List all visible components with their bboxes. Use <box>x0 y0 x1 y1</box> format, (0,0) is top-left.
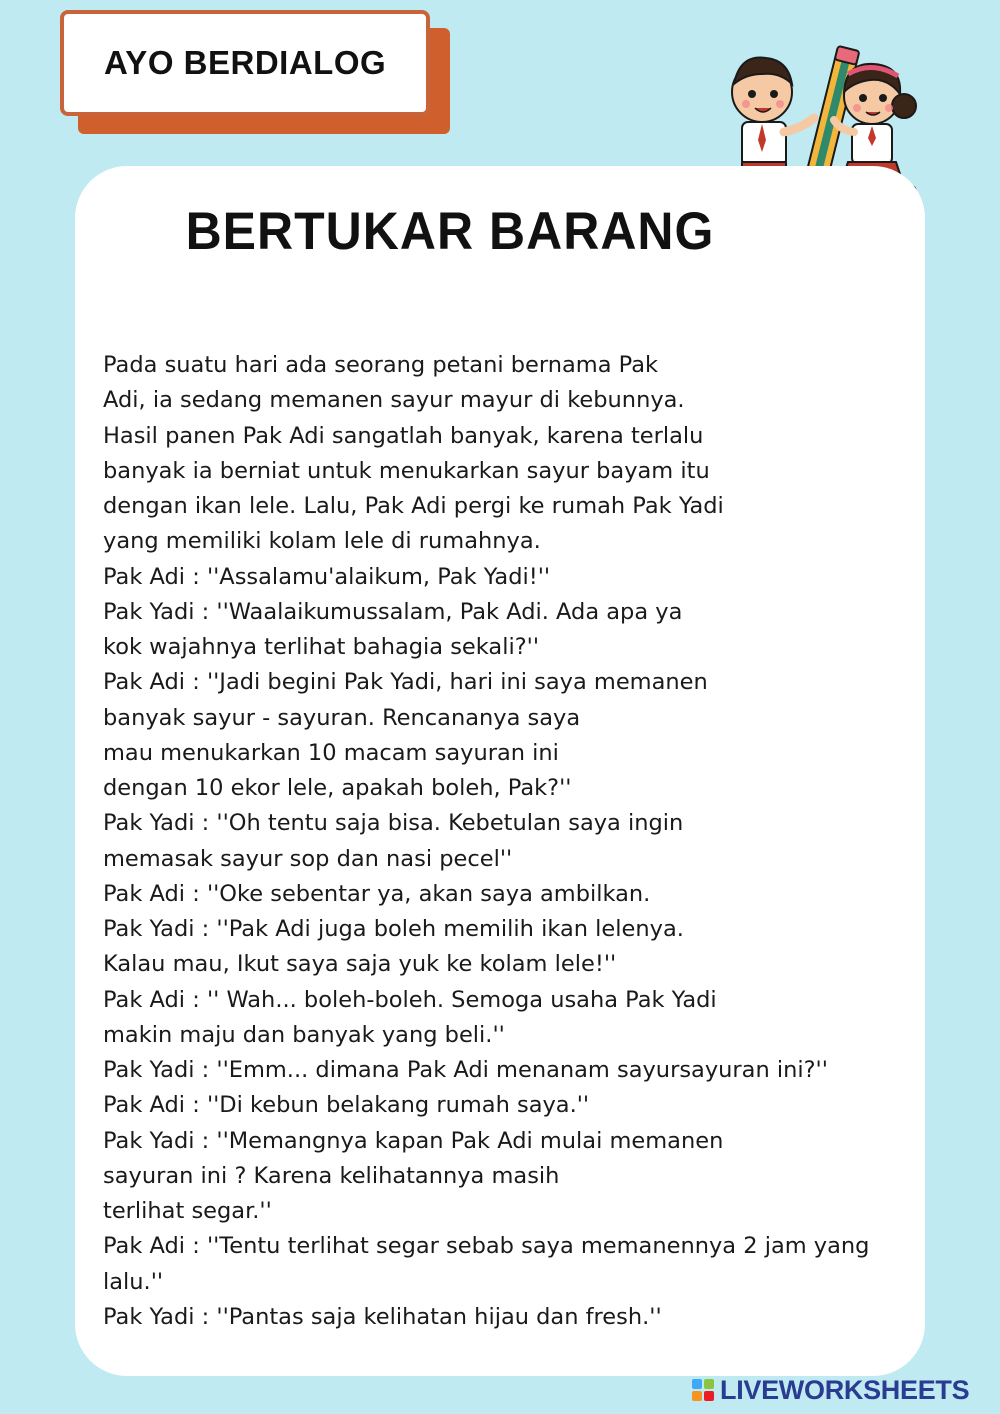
page-title: BERTUKAR BARANG <box>185 201 715 261</box>
dialog-line: Adi, ia sedang memanen sayur mayur di kebunnya. <box>103 387 685 414</box>
dialog-text <box>103 348 923 1335</box>
dialog-line: Pak Yadi : ''Pak Adi juga boleh memilih ikan lelenya. <box>103 916 684 942</box>
liveworksheets-logo-icon <box>692 1379 714 1401</box>
dialog-line: sayuran ini ? Karena kelihatannya masih <box>103 1162 560 1189</box>
header-label: AYO BERDIALOG <box>104 44 387 81</box>
brand-name: LIVEWORKSHEETS <box>720 1374 970 1405</box>
dialog-line: memasak sayur sop dan nasi pecel'' <box>103 845 513 872</box>
dialog-line: Pak Yadi : ''Emm... dimana Pak Adi menanam sayursayuran ini?'' <box>103 1057 828 1083</box>
dialog-line: kok wajahnya terlihat bahagia sekali?'' <box>103 634 540 660</box>
dialog-line: Pak Adi : ''Oke sebentar ya, akan saya ambilkan. <box>103 880 651 907</box>
dialog-line: dengan ikan lele. Lalu, Pak Adi pergi ke rumah Pak Yadi <box>103 493 724 519</box>
dialog-line: Pak Yadi : ''Memangnya kapan Pak Adi mulai memanen <box>103 1127 724 1154</box>
dialog-line: Pak Adi : ''Tentu terlihat segar sebab saya memanennya 2 jam yang <box>103 1233 870 1260</box>
dialog-line: makin maju dan banyak yang beli.'' <box>103 1021 505 1048</box>
dialog-line: Pak Adi : ''Di kebun belakang rumah saya.'' <box>103 1092 590 1119</box>
dialog-line: Pak Yadi : ''Pantas saja kelihatan hijau dan fresh.'' <box>103 1303 662 1330</box>
dialog-line: terlihat segar.'' <box>103 1198 272 1224</box>
dialog-line: lalu.'' <box>103 1268 164 1295</box>
dialog-line: Pak Adi : ''Assalamu'alaikum, Pak Yadi!'' <box>103 563 551 590</box>
dialog-line: Pak Adi : ''Jadi begini Pak Yadi, hari ini saya memanen <box>103 669 708 696</box>
dialog-line: mau menukarkan 10 macam sayuran ini <box>103 739 559 766</box>
dialog-line: yang memiliki kolam lele di rumahnya. <box>103 528 541 555</box>
liveworksheets-brand <box>692 1374 969 1406</box>
dialog-line: dengan 10 ekor lele, apakah boleh, Pak?'' <box>103 775 572 801</box>
dialog-line: Kalau mau, Ikut saya saja yuk ke kolam lele!'' <box>103 951 617 978</box>
dialog-line: Pak Adi : '' Wah... boleh-boleh. Semoga usaha Pak Yadi <box>103 986 717 1013</box>
dialog-line: Pak Yadi : ''Oh tentu saja bisa. Kebetulan saya ingin <box>103 810 684 837</box>
dialog-line: Hasil panen Pak Adi sangatlah banyak, karena terlalu <box>103 422 704 449</box>
dialog-line: banyak ia berniat untuk menukarkan sayur bayam itu <box>103 457 710 484</box>
dialog-line: Pak Yadi : ''Waalaikumussalam, Pak Adi. Ada apa ya <box>103 598 683 625</box>
dialog-line: Pada suatu hari ada seorang petani bernama Pak <box>103 352 659 378</box>
dialog-line: banyak sayur - sayuran. Rencananya saya <box>103 704 581 731</box>
header-tag <box>60 10 430 116</box>
